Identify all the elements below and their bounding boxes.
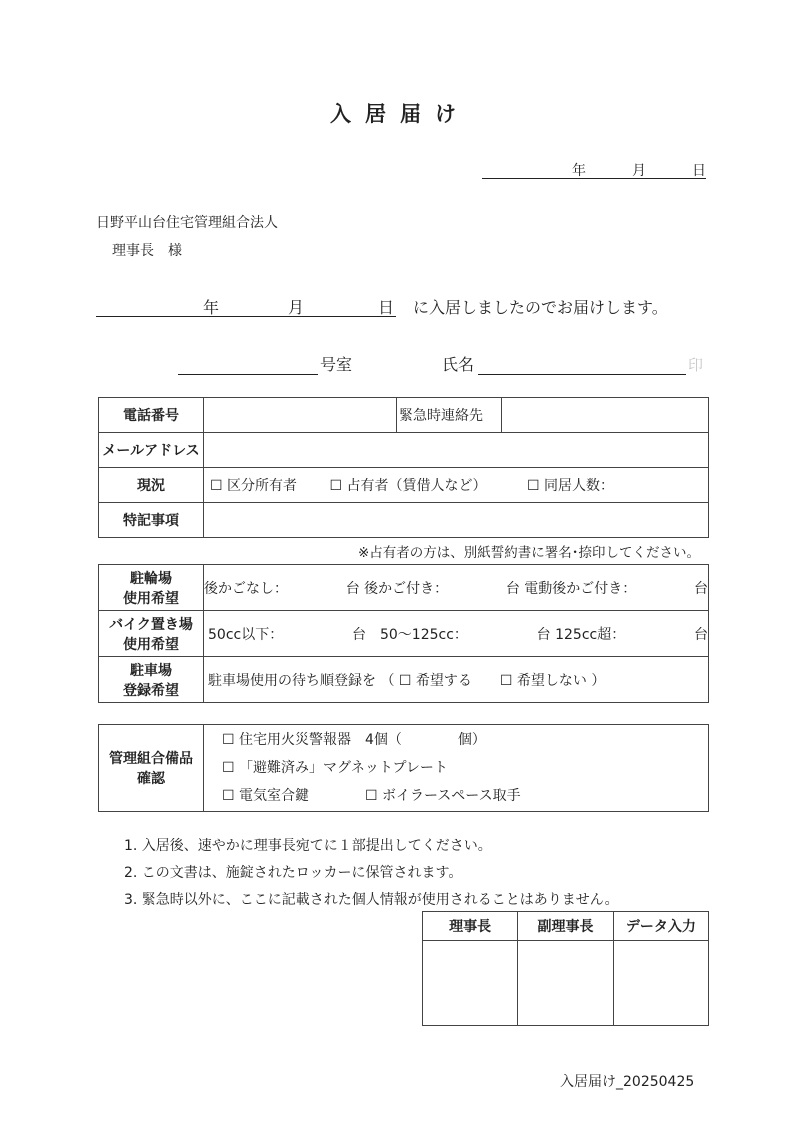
bike-over-125cc: 台 125cc超： [536,626,626,643]
contact-table [98,397,709,538]
name-label: 氏名 [442,355,475,374]
room-label: 号室 [320,355,353,374]
equipment-label-line1: 管理組合備品 [109,751,193,767]
stamp-vice-chairman-header: 副理事長 [518,912,613,941]
move-in-date-line[interactable] [96,297,396,317]
parking-label-line1: 駐車場 [130,662,172,679]
phone-field[interactable] [204,398,397,433]
seal-mark: 印 [688,356,704,374]
email-label: メールアドレス [99,433,204,468]
date-year-label: 年 [572,163,586,179]
motorbike-counts[interactable] [204,611,709,657]
stamp-data-entry-header: データ入力 [613,912,708,941]
bike-under-50cc: 50cc以下： [208,626,284,643]
bike-label-line2: 使用希望 [123,636,179,653]
addressee-org: 日野平山台住宅管理組合法人 [96,215,278,231]
bike-50-125cc: 台 50〜125cc： [351,626,468,643]
phone-label: 電話番号 [99,398,204,433]
bicycle-counts[interactable] [204,565,709,611]
move-in-day-label: 日 [378,298,395,317]
addressee-name: 理事長 様 [112,243,182,259]
bicycle-label-line2: 使用希望 [123,590,179,607]
instruction-2: 2. この文書は、施錠されたロッカーに保管されます。 [124,865,463,881]
bicycle-parking-label [99,565,204,611]
equipment-label [99,725,204,812]
fire-alarm-checkbox[interactable]: ☐ 住宅用火災警報器 4個（ 個） [222,732,486,748]
move-in-month-label: 月 [288,298,305,317]
status-cohabitants-checkbox[interactable]: ☐ 同居人数： [526,478,614,494]
bike-unit-end: 台 [693,626,708,643]
bike-label-line1: バイク置き場 [109,616,193,633]
document-footer-id: 入居届け_20250425 [560,1074,695,1090]
motorbike-parking-label [99,611,204,657]
document-title: 入居届け [330,102,470,126]
date-month-label: 月 [632,163,646,179]
stamp-chairman-header: 理事長 [423,912,518,941]
car-parking-waitlist-options[interactable]: 駐車場使用の待ち順登録を （ ☐ 希望する ☐ 希望しない ） [204,657,709,703]
notes-field[interactable] [204,503,709,538]
equipment-check-table [98,724,709,812]
date-day-label: 日 [692,163,706,179]
status-options [204,468,709,503]
evacuation-magnet-checkbox[interactable]: ☐ 「避難済み」マグネットプレート [222,760,448,776]
instruction-1: 1. 入居後、速やかに理事長宛てに１部提出してください。 [124,838,492,854]
bicycle-no-basket: 後かごなし： [204,580,288,597]
approval-stamp-table [422,911,709,1026]
equipment-items [204,725,709,812]
move-in-year-label: 年 [203,298,220,317]
instruction-3: 3. 緊急時以外に、ここに記載された個人情報が使用されることはありません。 [124,892,619,908]
stamp-vice-chairman-box[interactable] [518,941,613,1026]
bicycle-with-basket: 台 後かご付き： [345,580,449,597]
emergency-contact-field[interactable] [502,398,709,433]
parking-label-line2: 登録希望 [123,682,179,699]
emergency-contact-label: 緊急時連絡先 [397,398,502,433]
name-field[interactable] [478,354,686,375]
stamp-chairman-box[interactable] [423,941,518,1026]
status-owner-checkbox[interactable]: ☐ 区分所有者 [210,478,298,494]
occupant-note: ※占有者の方は、別紙誓約書に署名･捺印してください。 [357,545,700,561]
parking-request-table [98,564,709,703]
email-field[interactable] [204,433,709,468]
move-in-statement: に入居しましたのでお届けします。 [413,298,668,317]
car-parking-label [99,657,204,703]
equipment-label-line2: 確認 [137,771,165,787]
submission-date-line[interactable] [482,160,706,179]
status-label: 現況 [99,468,204,503]
keys-checkbox[interactable]: ☐ 電気室合鍵 ☐ ボイラースペース取手 [222,788,521,804]
bicycle-unit-end: 台 [693,580,708,597]
bicycle-label-line1: 駐輪場 [130,570,172,587]
stamp-data-entry-box[interactable] [613,941,708,1026]
room-number-field[interactable] [178,354,318,375]
bicycle-electric: 台 電動後かご付き： [505,580,637,597]
notes-label: 特記事項 [99,503,204,538]
status-occupant-checkbox[interactable]: ☐ 占有者（賃借人など） [329,478,487,494]
